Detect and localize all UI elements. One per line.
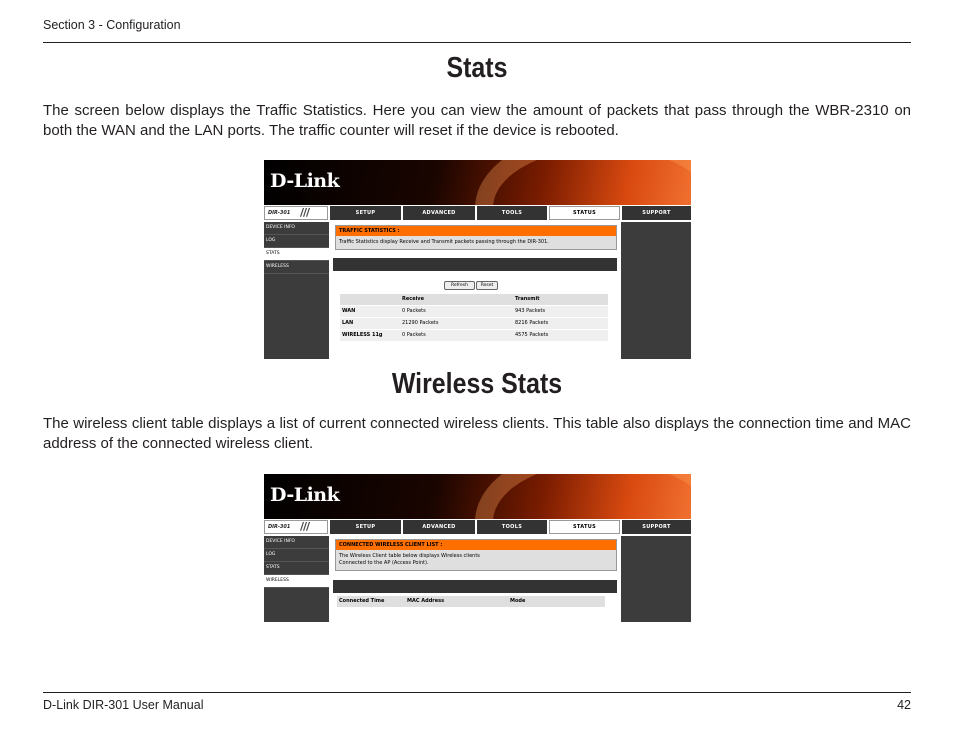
dlink-banner	[264, 160, 691, 205]
col-header-blank	[340, 294, 400, 305]
panel-title: CONNECTED WIRELESS CLIENT LIST :	[336, 540, 616, 550]
transmit-value: 943 Packets	[515, 308, 546, 314]
dark-separator	[333, 580, 617, 593]
receive-value: 0 Packets	[402, 332, 426, 338]
panel-title: TRAFFIC STATISTICS :	[336, 226, 616, 236]
nav-stats[interactable]: STATS	[264, 248, 329, 261]
table-row	[340, 318, 608, 330]
panel-description: The Wireless Client table below displays Wireless clients Connected to the AP (Access Point).	[339, 553, 480, 566]
tab-advanced[interactable]: ADVANCED	[403, 520, 475, 534]
model-label: DIR-301	[264, 520, 328, 534]
receive-value: 0 Packets	[402, 308, 426, 314]
col-header-receive: Receive	[402, 296, 424, 302]
tab-support[interactable]: SUPPORT	[622, 520, 691, 534]
section-header: Section 3 - Configuration	[43, 18, 181, 32]
nav-wireless[interactable]: WIRELESS	[264, 575, 329, 588]
col-header-connected-time: Connected Time	[339, 598, 385, 604]
row-label: WAN	[342, 308, 356, 314]
tab-tools[interactable]: TOOLS	[477, 520, 547, 534]
client-list-box	[335, 539, 617, 571]
footer-manual-title: D-Link DIR-301 User Manual	[43, 698, 204, 712]
tab-status[interactable]: STATUS	[549, 206, 620, 220]
header-rule	[43, 42, 911, 43]
left-nav	[264, 222, 329, 359]
wireless-stats-heading: Wireless Stats	[391, 368, 563, 400]
tab-setup[interactable]: SETUP	[330, 206, 401, 220]
tab-advanced[interactable]: ADVANCED	[403, 206, 475, 220]
col-header-mode: Mode	[510, 598, 526, 604]
slashes-decoration: ///	[300, 520, 310, 533]
nav-log[interactable]: LOG	[264, 235, 329, 248]
row-label: WIRELESS 11g	[342, 332, 383, 338]
table-row	[340, 330, 608, 342]
panel-description: Traffic Statistics display Receive and Transmit packets passing through the DIR-301.	[339, 239, 549, 245]
wireless-stats-paragraph: The wireless client table displays a list of current connected wireless clients. This table also displays the connection time and MAC address of the connected wireless client.	[43, 415, 911, 452]
banner-swoosh	[475, 474, 691, 519]
nav-wireless[interactable]: WIRELESS	[264, 261, 329, 274]
tab-status[interactable]: STATUS	[549, 520, 620, 534]
transmit-value: 8216 Packets	[515, 320, 549, 326]
router-nav-bar	[264, 206, 691, 222]
slashes-decoration: ///	[300, 206, 310, 219]
nav-device-info[interactable]: DEVICE INFO	[264, 222, 329, 235]
dlink-banner	[264, 474, 691, 519]
nav-device-info[interactable]: DEVICE INFO	[264, 536, 329, 549]
tab-setup[interactable]: SETUP	[330, 520, 401, 534]
model-label: DIR-301	[264, 206, 328, 220]
table-header	[340, 294, 608, 306]
left-nav	[264, 536, 329, 622]
transmit-value: 4575 Packets	[515, 332, 549, 338]
footer-rule	[43, 692, 911, 693]
tab-tools[interactable]: TOOLS	[477, 206, 547, 220]
col-header-mac-address: MAC Address	[407, 598, 445, 604]
stats-paragraph: The screen below displays the Traffic Statistics. Here you can view the amount of packets that pass through the WBR-2310 on both the WAN and the LAN ports. The traffic counter will reset if the device is rebooted.	[43, 102, 911, 139]
nav-stats[interactable]: STATS	[264, 562, 329, 575]
dlink-logo: D-Link	[270, 484, 340, 506]
col-header-transmit: Transmit	[515, 296, 540, 302]
dark-separator	[333, 258, 617, 271]
traffic-stats-box	[335, 225, 617, 250]
refresh-button[interactable]: Refresh	[444, 281, 475, 290]
dlink-logo: D-Link	[270, 170, 340, 192]
router-nav-bar	[264, 520, 691, 536]
main-panel	[329, 222, 621, 359]
wireless-screenshot	[264, 474, 691, 622]
table-row	[340, 306, 608, 318]
tab-support[interactable]: SUPPORT	[622, 206, 691, 220]
right-bar	[621, 536, 691, 622]
main-panel	[329, 536, 621, 622]
table-header	[337, 596, 605, 608]
traffic-table	[340, 294, 608, 342]
receive-value: 21290 Packets	[402, 320, 439, 326]
stats-heading: Stats	[446, 52, 508, 84]
row-label: LAN	[342, 320, 354, 326]
page-number: 42	[897, 698, 911, 712]
banner-swoosh	[475, 160, 691, 205]
reset-button[interactable]: Reset	[476, 281, 498, 290]
stats-screenshot	[264, 160, 691, 359]
right-bar	[621, 222, 691, 359]
client-table	[337, 596, 605, 608]
nav-log[interactable]: LOG	[264, 549, 329, 562]
